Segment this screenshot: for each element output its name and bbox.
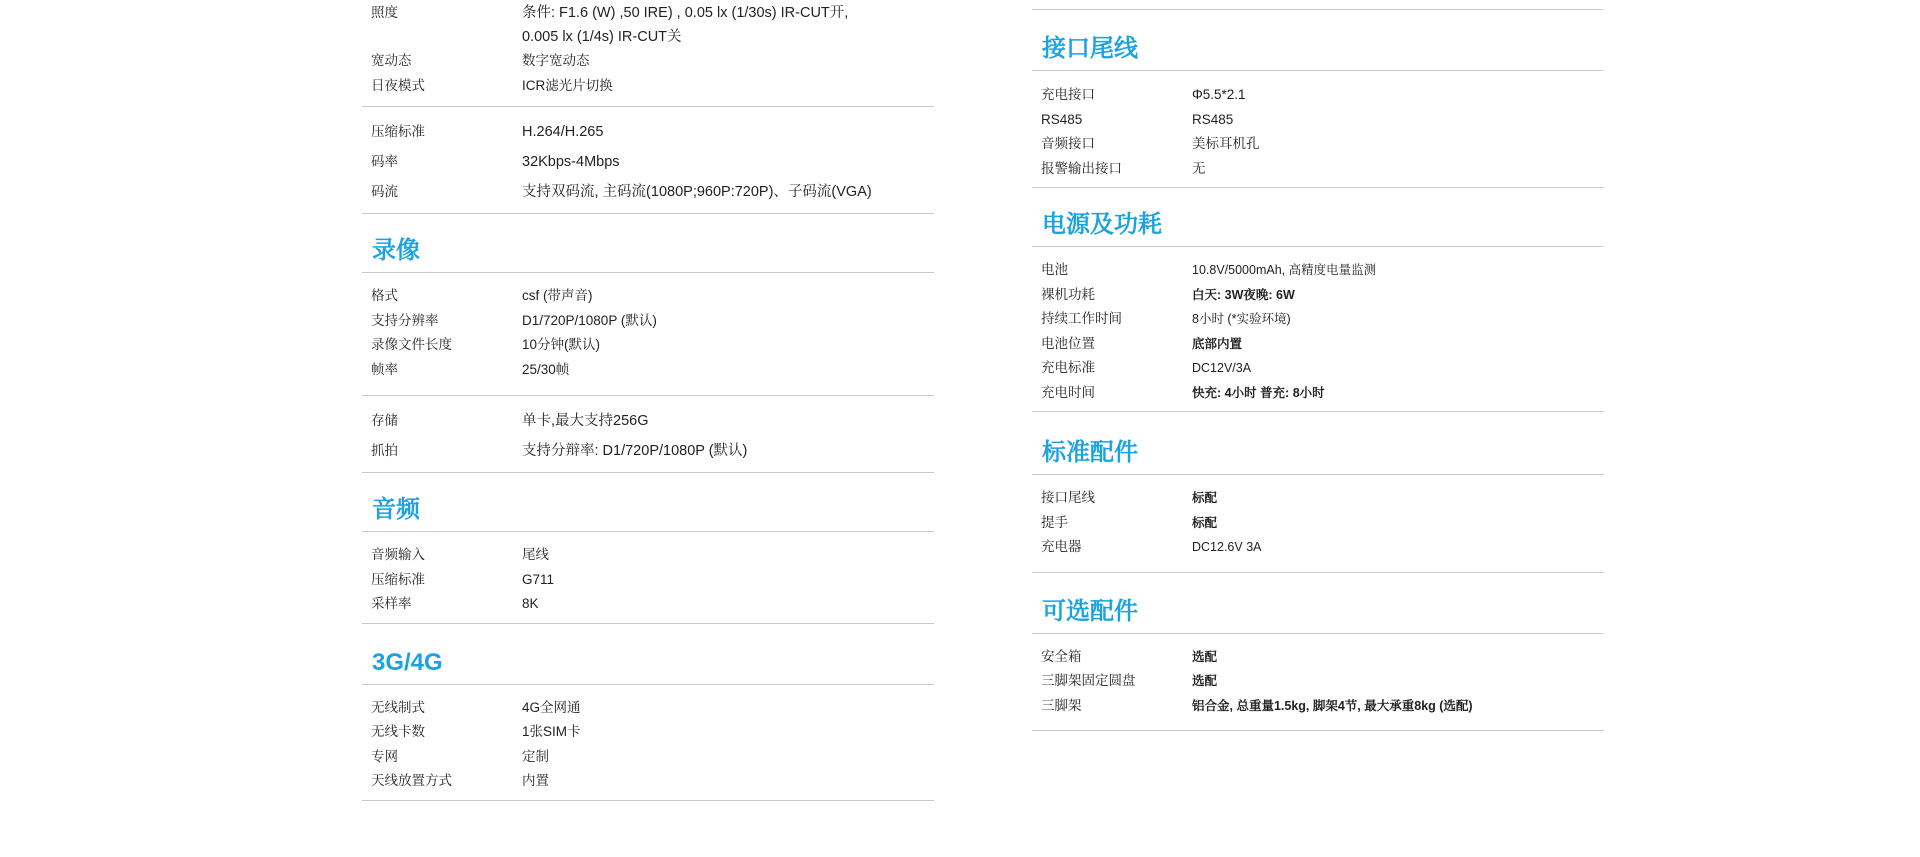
spec-row — [1032, 356, 1604, 381]
network-spec-block — [362, 685, 934, 801]
spec-row — [1032, 258, 1604, 283]
right-column — [1032, 0, 1604, 731]
spec-value: 单卡,最大支持256G — [522, 413, 649, 429]
spec-value: 底部内置 — [1192, 336, 1243, 351]
spec-value: csf (带声音) — [522, 288, 593, 303]
spec-value: 10分钟(默认) — [522, 337, 601, 352]
spec-value: 选配 — [1192, 674, 1218, 688]
spec-value: RS485 — [1192, 111, 1234, 127]
spec-value: 10.8V/5000mAh, 高精度电量监测 — [1192, 263, 1377, 277]
optional-accessories-section — [1032, 573, 1604, 732]
spec-label: 无线制式 — [371, 699, 425, 715]
section-title-record: 录像 — [362, 236, 934, 273]
spec-value: D1/720P/1080P (默认) — [522, 312, 657, 328]
spec-value: 白天: 3W夜晚: 6W — [1192, 287, 1295, 302]
spec-label: 照度 — [371, 5, 398, 20]
spec-label: 充电时间 — [1041, 384, 1095, 400]
optional-spec-block — [1032, 634, 1604, 732]
section-title-audio: 音频 — [362, 495, 934, 532]
spec-label: 码率 — [371, 154, 398, 169]
spec-label: 存储 — [371, 413, 398, 428]
storage-spec-block — [362, 396, 934, 473]
spec-label: 提手 — [1041, 514, 1068, 530]
network-section — [362, 624, 934, 801]
spec-value: 标配 — [1192, 491, 1218, 505]
spec-row — [362, 309, 934, 334]
spec-row-illumination — [362, 1, 934, 49]
spec-value: DC12.6V 3A — [1192, 540, 1262, 554]
spec-label: 日夜模式 — [371, 77, 425, 93]
spec-row — [362, 406, 934, 436]
standard-spec-block — [1032, 475, 1604, 573]
spec-label: 帧率 — [371, 361, 398, 377]
left-column — [362, 0, 934, 801]
spec-label: 录像文件长度 — [371, 337, 452, 352]
spec-value: DC12V/3A — [1192, 361, 1252, 375]
spec-value: 定制 — [522, 748, 549, 764]
record-spec-block — [362, 273, 934, 396]
spec-row-stream — [362, 177, 934, 207]
spec-label: 支持分辨率 — [371, 312, 439, 328]
section-title-interface: 接口尾线 — [1032, 34, 1604, 71]
spec-label: 充电器 — [1041, 539, 1082, 554]
spec-value: 快充: 4小时 普充: 8小时 — [1192, 385, 1325, 400]
spec-row-bitrate — [362, 147, 934, 177]
spec-label: 三脚架固定圆盘 — [1041, 673, 1136, 688]
top-divider — [1032, 0, 1604, 10]
spec-value: 8K — [522, 596, 539, 611]
spec-label: 压缩标准 — [371, 124, 425, 139]
record-section — [362, 214, 934, 473]
spec-value: 8小时 (*实验环境) — [1192, 312, 1291, 326]
spec-row — [1032, 511, 1604, 536]
spec-row — [1032, 108, 1604, 133]
spec-label: 天线放置方式 — [371, 773, 452, 788]
image-spec-block — [362, 1, 934, 107]
spec-row — [362, 568, 934, 593]
spec-row-daynight — [362, 74, 934, 99]
spec-value: 数字宽动态 — [522, 53, 590, 68]
spec-label: RS485 — [1041, 111, 1083, 127]
spec-value: 支持双码流, 主码流(1080P;960P:720P)、子码流(VGA) — [522, 184, 872, 200]
spec-label: 持续工作时间 — [1041, 311, 1122, 326]
spec-value: 内置 — [522, 773, 549, 788]
spec-row-wdr — [362, 49, 934, 74]
spec-label: 电池 — [1041, 262, 1068, 277]
spec-label: 充电接口 — [1041, 87, 1095, 102]
spec-value: 1张SIM卡 — [522, 724, 581, 739]
spec-row — [1032, 83, 1604, 108]
spec-value: 标配 — [1192, 515, 1218, 530]
spec-row — [1032, 694, 1604, 719]
spec-label: 采样率 — [371, 596, 412, 611]
spec-row — [1032, 132, 1604, 157]
spec-label: 裸机功耗 — [1041, 286, 1095, 302]
spec-label: 抓拍 — [371, 443, 398, 458]
spec-label: 宽动态 — [371, 53, 412, 68]
spec-row — [1032, 645, 1604, 670]
spec-row — [362, 333, 934, 358]
spec-value: 铝合金, 总重量1.5kg, 脚架4节, 最大承重8kg (选配) — [1192, 698, 1473, 713]
spec-value: Φ5.5*2.1 — [1192, 87, 1246, 102]
spec-row — [1032, 332, 1604, 357]
spec-value: 支持分辩率: D1/720P/1080P (默认) — [522, 443, 748, 459]
spec-row — [362, 284, 934, 309]
spec-label: 音频输入 — [371, 547, 425, 562]
spec-value: ICR滤光片切换 — [522, 77, 613, 93]
spec-label: 安全箱 — [1041, 648, 1082, 664]
section-title-optional: 可选配件 — [1032, 597, 1604, 634]
standard-accessories-section — [1032, 412, 1604, 573]
spec-label: 无线卡数 — [371, 724, 425, 739]
spec-row-compression — [362, 117, 934, 147]
spec-value: H.264/H.265 — [522, 124, 604, 140]
spec-label: 三脚架 — [1041, 697, 1082, 713]
spec-row — [1032, 535, 1604, 560]
spec-label: 码流 — [371, 184, 398, 199]
spec-row — [1032, 283, 1604, 308]
spec-value: G711 — [522, 571, 555, 587]
power-section — [1032, 188, 1604, 412]
audio-spec-block — [362, 532, 934, 624]
spec-row — [1032, 669, 1604, 694]
spec-row — [1032, 381, 1604, 406]
spec-value: 选配 — [1192, 649, 1218, 664]
spec-label: 电池位置 — [1041, 335, 1095, 351]
spec-label: 音频接口 — [1041, 136, 1095, 151]
spec-row — [1032, 307, 1604, 332]
spec-value: 尾线 — [522, 547, 549, 562]
spec-value: 条件: F1.6 (W) ,50 IRE) , 0.05 lx (1/30s) IR-CUT开, 0.005 lx (1/4s) IR-CUT关 — [522, 5, 849, 45]
spec-row — [362, 696, 934, 721]
spec-label: 压缩标准 — [371, 571, 425, 587]
spec-label: 充电标准 — [1041, 360, 1095, 375]
spec-label: 格式 — [371, 288, 398, 303]
power-spec-block — [1032, 247, 1604, 412]
spec-row — [362, 592, 934, 617]
interface-spec-block — [1032, 71, 1604, 188]
spec-row — [362, 769, 934, 794]
spec-label: 专网 — [371, 748, 398, 764]
spec-row — [362, 745, 934, 770]
spec-row — [362, 358, 934, 383]
interface-section — [1032, 10, 1604, 188]
spec-value: 25/30帧 — [522, 361, 570, 377]
audio-section — [362, 473, 934, 624]
spec-value: 4G全网通 — [522, 699, 581, 715]
spec-label: 报警输出接口 — [1041, 160, 1122, 176]
spec-value: 32Kbps-4Mbps — [522, 154, 620, 170]
spec-value: 美标耳机孔 — [1192, 136, 1260, 151]
section-title-power: 电源及功耗 — [1032, 210, 1604, 247]
spec-row — [1032, 157, 1604, 182]
spec-row — [1032, 486, 1604, 511]
section-title-standard: 标准配件 — [1032, 438, 1604, 475]
spec-row — [362, 720, 934, 745]
section-title-network: 3G/4G — [362, 648, 934, 685]
encode-spec-block — [362, 107, 934, 214]
spec-label: 接口尾线 — [1041, 490, 1095, 505]
spec-row — [362, 436, 934, 466]
spec-row — [362, 543, 934, 568]
spec-value: 无 — [1192, 160, 1206, 176]
